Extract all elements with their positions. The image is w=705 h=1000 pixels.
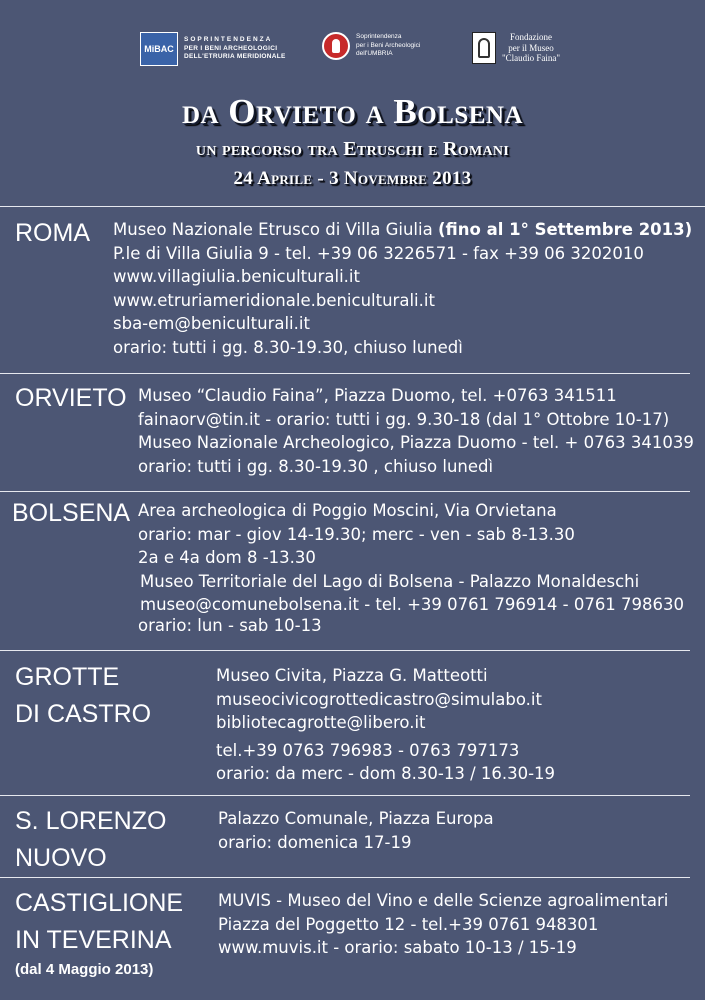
roma-info xyxy=(113,218,692,359)
roma-address: P.le di Villa Giulia 9 - tel. +39 06 3226571 - fax +39 06 3202010 xyxy=(113,243,644,263)
umbria-logo-text: Soprintendenza per i Beni Archeologici dell'UMBRIA xyxy=(356,33,421,58)
mibac-logo-text: SOPRINTENDENZA PER I BENI ARCHEOLOGICI DELL'ETRURIA MERIDIONALE xyxy=(184,36,286,61)
mibac-emblem-icon: MiBAC xyxy=(140,32,178,66)
place-bolsena: BOLSENA xyxy=(12,499,131,527)
faina-logo-text: Fondazione per il Museo "Claudio Faina" xyxy=(502,32,561,64)
divider xyxy=(0,491,690,492)
exhibition-dates: 24 Aprile - 3 Novembre 2013 xyxy=(233,168,472,189)
divider xyxy=(0,877,690,878)
mibac-logo xyxy=(140,32,286,66)
divider xyxy=(0,206,705,207)
faina-logo xyxy=(472,32,560,64)
page-title: da Orvieto a Bolsena xyxy=(181,92,524,131)
slorenzo-info: Palazzo Comunale, Piazza Europa orario: domenica 17-19 xyxy=(218,809,494,852)
place-grotte-di-castro: GROTTE DI CASTRO xyxy=(15,663,152,728)
roma-website-1[interactable]: www.villagiulia.beniculturali.it xyxy=(113,267,360,286)
divider xyxy=(0,373,690,374)
place-roma: ROMA xyxy=(15,219,90,247)
place-orvieto: ORVIETO xyxy=(15,384,127,412)
place-castiglione-in-teverina: CASTIGLIONE IN TEVERINA xyxy=(15,889,184,954)
umbria-emblem-icon xyxy=(322,32,350,60)
roma-website-2[interactable]: www.etruriameridionale.beniculturali.it xyxy=(113,290,435,310)
bolsena-info: Area archeologica di Poggio Moscini, Via Orvietana orario: mar - giov 14-19.30; merc - ven - sab 8-13.30 2a e 4a dom 8 -13.30 Museo Territoriale del Lago di Bolsena - Palazzo Monaldeschi museo@comunebolsena.it - tel. +39 0761 796914 - 0761 798630 orario: lun - sab 10-13 xyxy=(138,501,685,635)
divider xyxy=(0,650,690,651)
page-subtitle: un percorso tra Etruschi e Romani xyxy=(195,138,510,160)
roma-museum-line: Museo Nazionale Etrusco di Villa Giulia (fino al 1° Settembre 2013) xyxy=(113,220,693,239)
grotte-info: Museo Civita, Piazza G. Matteotti museocivicogrottedicastro@simulabo.it bibliotecagrotte@libero.it tel.+39 0763 796983 - 0763 797173 orario: da merc - dom 8.30-13 / 16.30-19 xyxy=(216,666,556,783)
castiglione-info: MUVIS - Museo del Vino e delle Scienze agroalimentari Piazza del Poggetto 12 - tel.+39 0761 948301 www.muvis.it - orario: sabato 10-13 / 15-19 xyxy=(218,891,669,957)
place-s-lorenzo-nuovo: S. LORENZO NUOVO xyxy=(15,807,167,872)
roma-email[interactable]: sba-em@beniculturali.it xyxy=(113,314,310,333)
orvieto-info: Museo “Claudio Faina”, Piazza Duomo, tel. +0763 341511 fainaorv@tin.it - orario: tutti i gg. 9.30-18 (dal 1° Ottobre 10-17) Museo Nazionale Archeologico, Piazza Duomo - tel. + 0763 341039 orario: tutti i gg. 8.30-19.30 , chiuso lunedì xyxy=(138,386,694,476)
umbria-logo xyxy=(322,32,420,60)
roma-hours: orario: tutti i gg. 8.30-19.30, chiuso lunedì xyxy=(113,337,463,357)
castiglione-opening-note: (dal 4 Maggio 2013) xyxy=(15,961,154,978)
divider xyxy=(0,795,690,796)
faina-emblem-icon xyxy=(472,32,496,64)
